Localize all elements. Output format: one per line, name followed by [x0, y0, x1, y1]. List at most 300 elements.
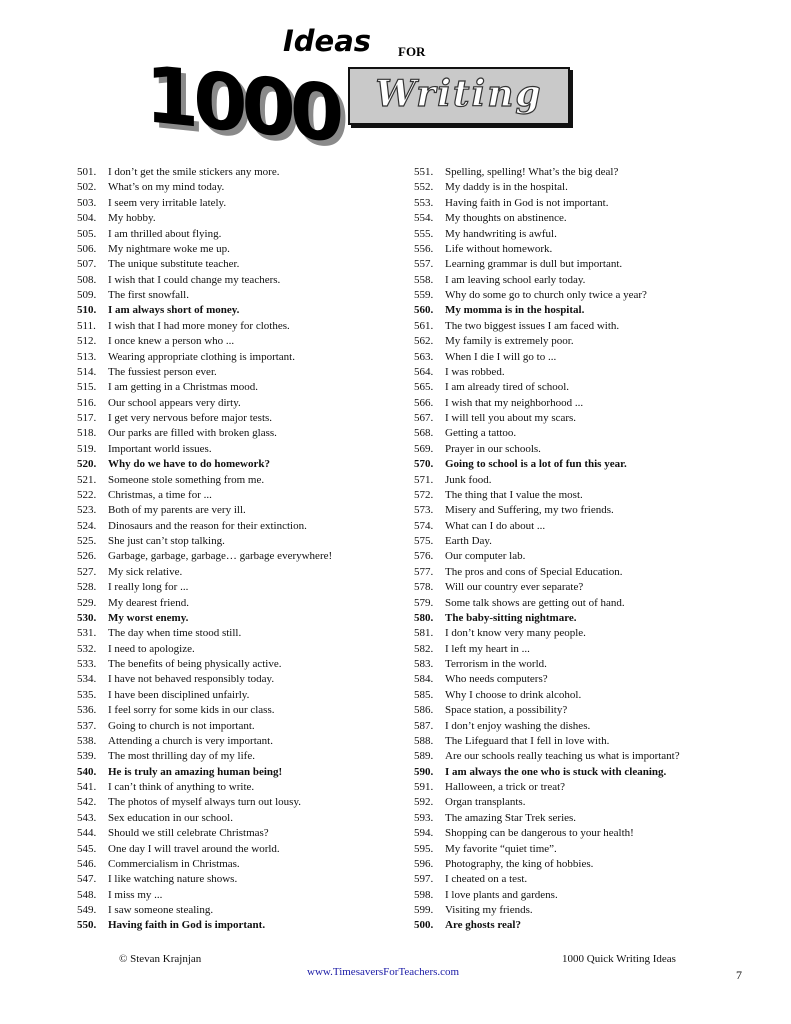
list-item [414, 857, 714, 872]
item-text: Misery and Suffering, my two friends. [445, 504, 614, 517]
item-text: I was robbed. [445, 365, 505, 378]
list-item [77, 888, 407, 903]
item-number: 582. [414, 642, 434, 655]
item-number: 526. [77, 550, 97, 563]
item-number: 540. [77, 765, 97, 778]
item-number: 503. [77, 196, 97, 209]
item-text: When I die I will go to ... [445, 350, 557, 363]
list-item [414, 703, 714, 718]
item-number: 529. [77, 596, 97, 609]
item-text: I like watching nature shows. [108, 873, 238, 886]
item-text: Should we still celebrate Christmas? [108, 827, 269, 840]
copyright-text: © Stevan Krajnjan [119, 953, 202, 965]
item-number: 519. [77, 442, 97, 455]
item-number: 550. [77, 919, 97, 932]
item-number: 569. [414, 442, 434, 455]
item-text: I am already tired of school. [445, 381, 570, 394]
list-item [414, 765, 714, 780]
item-text: I am getting in a Christmas mood. [108, 381, 259, 394]
item-text: I wish that my neighborhood ... [445, 396, 584, 409]
item-number: 510. [77, 304, 97, 317]
list-item [414, 350, 714, 365]
item-text: Dinosaurs and the reason for their extinction. [108, 519, 307, 532]
item-number: 573. [414, 504, 434, 517]
list-item [414, 457, 714, 472]
list-item [414, 596, 714, 611]
list-item [77, 473, 407, 488]
item-text: I need to apologize. [108, 642, 195, 655]
list-item [77, 165, 407, 180]
item-number: 591. [414, 781, 434, 793]
item-text: Will our country ever separate? [445, 581, 584, 594]
item-text: Our computer lab. [445, 550, 526, 563]
item-number: 528. [77, 581, 97, 594]
list-item [77, 227, 407, 242]
item-number: 599. [414, 904, 434, 916]
item-text: The unique substitute teacher. [108, 258, 240, 271]
item-text: My handwriting is awful. [445, 227, 557, 240]
list-item [414, 549, 714, 564]
item-number: 578. [414, 581, 434, 594]
item-number: 533. [77, 658, 97, 670]
page-header [0, 0, 791, 160]
item-number: 594. [414, 827, 434, 840]
item-number: 502. [77, 181, 97, 194]
item-text: My thoughts on abstinence. [445, 212, 567, 225]
list-item [77, 288, 407, 303]
list-item [77, 903, 407, 918]
list-item [77, 442, 407, 457]
item-text: I have not behaved responsibly today. [108, 673, 275, 686]
list-item [414, 719, 714, 734]
list-item [77, 872, 407, 887]
item-text: The pros and cons of Special Education. [445, 565, 623, 578]
item-number: 520. [77, 458, 97, 471]
list-item [77, 918, 407, 933]
list-item [77, 242, 407, 257]
item-text: The Lifeguard that I fell in love with. [445, 734, 610, 747]
item-number: 576. [414, 550, 434, 563]
item-text: My sick relative. [108, 565, 183, 578]
item-number: 567. [414, 412, 434, 424]
list-item [414, 826, 714, 841]
item-text: Prayer in our schools. [445, 442, 541, 455]
item-text: I don’t get the smile stickers any more. [108, 166, 280, 178]
item-text: My daddy is in the hospital. [445, 181, 568, 194]
item-number: 505. [77, 227, 97, 240]
list-item [414, 211, 714, 226]
item-number: 523. [77, 504, 97, 517]
list-item [77, 534, 407, 549]
item-text: Commercialism in Christmas. [108, 857, 240, 870]
item-number: 564. [414, 365, 434, 378]
item-number: 542. [77, 796, 97, 809]
item-text: I am always short of money. [108, 304, 240, 317]
list-item [77, 842, 407, 857]
list-item [414, 580, 714, 595]
list-item [77, 749, 407, 764]
ideas-logo-text: Ideas [283, 24, 372, 58]
list-item [414, 303, 714, 318]
item-number: 570. [414, 458, 434, 471]
item-number: 575. [414, 535, 434, 547]
item-number: 518. [77, 427, 97, 440]
list-item [414, 334, 714, 349]
item-number: 557. [414, 258, 434, 271]
list-item [77, 350, 407, 365]
list-item [414, 842, 714, 857]
item-text: Going to church is not important. [108, 719, 255, 732]
item-number: 584. [414, 673, 434, 686]
item-number: 583. [414, 658, 434, 670]
item-text: I am always the one who is stuck with cleaning. [445, 765, 667, 778]
item-number: 577. [414, 565, 434, 578]
item-text: Having faith in God is important. [108, 919, 266, 932]
list-item [414, 180, 714, 195]
list-item [77, 672, 407, 687]
item-number: 515. [77, 381, 97, 394]
item-number: 521. [77, 473, 97, 486]
item-number: 536. [77, 704, 97, 717]
item-text: Space station, a possibility? [445, 704, 568, 717]
list-item [414, 734, 714, 749]
list-item [77, 611, 407, 626]
item-number: 597. [414, 873, 434, 886]
item-text: I saw someone stealing. [108, 904, 214, 916]
list-item [414, 503, 714, 518]
item-number: 537. [77, 719, 97, 732]
list-item [414, 688, 714, 703]
item-text: My family is extremely poor. [445, 335, 574, 348]
list-item [414, 611, 714, 626]
item-text: I really long for ... [108, 581, 189, 594]
item-number: 535. [77, 688, 97, 701]
list-item [77, 857, 407, 872]
item-text: My favorite “quiet time”. [445, 842, 557, 855]
item-text: One day I will travel around the world. [108, 842, 280, 855]
item-text: The day when time stood still. [108, 627, 242, 640]
item-text: Our parks are filled with broken glass. [108, 427, 277, 440]
item-text: I don’t enjoy washing the dishes. [445, 719, 591, 732]
item-text: Earth Day. [445, 535, 492, 547]
for-logo-text: FOR [398, 44, 426, 59]
item-text: What’s on my mind today. [108, 181, 225, 194]
list-item [77, 580, 407, 595]
item-text: I can’t think of anything to write. [108, 781, 255, 793]
list-item [77, 257, 407, 272]
item-text: I love plants and gardens. [445, 888, 558, 901]
list-item [77, 626, 407, 641]
item-number: 506. [77, 242, 97, 255]
list-item [414, 657, 714, 672]
list-item [77, 688, 407, 703]
item-text: I don’t know very many people. [445, 627, 586, 640]
item-number: 532. [77, 642, 97, 655]
item-number: 543. [77, 811, 97, 824]
list-item [414, 888, 714, 903]
item-number: 551. [414, 166, 434, 178]
item-number: 525. [77, 535, 97, 547]
list-item [414, 903, 714, 918]
item-text: Why I choose to drink alcohol. [445, 688, 582, 701]
item-number: 548. [77, 888, 97, 901]
item-number: 552. [414, 181, 434, 194]
list-item [414, 488, 714, 503]
item-number: 512. [77, 335, 97, 348]
list-item [414, 273, 714, 288]
item-text: The first snowfall. [108, 289, 189, 301]
page-number: 7 [736, 968, 742, 982]
list-item [414, 426, 714, 441]
item-text: My worst enemy. [108, 611, 189, 624]
list-item [77, 457, 407, 472]
list-item [414, 534, 714, 549]
item-text: My nightmare woke me up. [108, 242, 230, 255]
list-item [77, 703, 407, 718]
item-number: 549. [77, 904, 97, 916]
item-number: 546. [77, 857, 97, 870]
item-number: 588. [414, 734, 434, 747]
thousand-logo-text: 1000 [145, 50, 339, 161]
item-text: Junk food. [445, 473, 492, 486]
item-number: 507. [77, 258, 97, 271]
list-item [77, 519, 407, 534]
item-number: 504. [77, 212, 97, 225]
item-number: 501. [77, 166, 97, 178]
item-number: 524. [77, 519, 97, 532]
item-text: I feel sorry for some kids in our class. [108, 704, 275, 717]
item-text: My momma is in the hospital. [445, 304, 585, 317]
item-number: 516. [77, 396, 97, 409]
item-number: 509. [77, 289, 97, 301]
list-item [77, 811, 407, 826]
list-item [77, 365, 407, 380]
list-item [77, 780, 407, 795]
list-item [77, 549, 407, 564]
item-text: Some talk shows are getting out of hand. [445, 596, 625, 609]
ideas-list-left [77, 165, 407, 934]
list-item [77, 642, 407, 657]
list-item [414, 795, 714, 810]
item-text: The baby-sitting nightmare. [445, 611, 577, 624]
item-number: 544. [77, 827, 97, 840]
item-text: Garbage, garbage, garbage… garbage everywhere! [108, 550, 333, 563]
item-text: I am leaving school early today. [445, 273, 586, 286]
footer-book-title: 1000 Quick Writing Ideas [562, 953, 676, 965]
item-number: 527. [77, 565, 97, 578]
item-number: 534. [77, 673, 97, 686]
item-text: I miss my ... [108, 888, 163, 901]
item-text: I wish that I could change my teachers. [108, 273, 281, 286]
item-number: 595. [414, 842, 434, 855]
item-text: Both of my parents are very ill. [108, 504, 246, 517]
list-item [77, 396, 407, 411]
list-item [77, 765, 407, 780]
item-text: I wish that I had more money for clothes. [108, 319, 290, 332]
item-number: 566. [414, 396, 434, 409]
list-item [414, 380, 714, 395]
item-text: Spelling, spelling! What’s the big deal? [445, 166, 619, 178]
list-item [414, 227, 714, 242]
item-text: Going to school is a lot of fun this year. [445, 458, 627, 471]
item-text: She just can’t stop talking. [108, 535, 225, 547]
item-number: 555. [414, 227, 434, 240]
item-number: 530. [77, 611, 97, 624]
list-item [414, 442, 714, 457]
list-item [77, 657, 407, 672]
list-item [414, 196, 714, 211]
list-item [414, 780, 714, 795]
list-item [414, 642, 714, 657]
item-number: 547. [77, 873, 97, 886]
list-item [77, 196, 407, 211]
list-item [77, 795, 407, 810]
list-item [414, 473, 714, 488]
item-text: The thing that I value the most. [445, 488, 583, 501]
item-text: The two biggest issues I am faced with. [445, 319, 620, 332]
item-text: I have been disciplined unfairly. [108, 688, 250, 701]
item-number: 513. [77, 350, 97, 363]
item-number: 580. [414, 611, 434, 624]
list-item [414, 519, 714, 534]
item-number: 586. [414, 704, 434, 717]
list-item [77, 565, 407, 580]
item-number: 545. [77, 842, 97, 855]
item-number: 522. [77, 488, 97, 501]
list-item [414, 811, 714, 826]
item-text: Sex education in our school. [108, 811, 233, 824]
item-text: He is truly an amazing human being! [108, 765, 283, 778]
list-item [414, 396, 714, 411]
list-item [77, 826, 407, 841]
item-number: 565. [414, 381, 434, 394]
list-item [414, 672, 714, 687]
list-item [77, 380, 407, 395]
item-number: 531. [77, 627, 97, 640]
list-item [77, 426, 407, 441]
item-text: Are our schools really teaching us what is important? [445, 750, 680, 763]
item-text: Terrorism in the world. [445, 658, 547, 670]
item-text: I seem very irritable lately. [108, 196, 227, 209]
list-item [77, 503, 407, 518]
writing-logo-box [348, 67, 570, 125]
item-text: I once knew a person who ... [108, 335, 235, 348]
item-text: The benefits of being physically active. [108, 658, 282, 670]
item-number: 559. [414, 289, 434, 301]
item-text: My dearest friend. [108, 596, 189, 609]
item-number: 589. [414, 750, 434, 763]
writing-logo-text: Writing [375, 73, 543, 115]
item-number: 539. [77, 750, 97, 763]
item-number: 558. [414, 273, 434, 286]
item-text: Wearing appropriate clothing is important. [108, 350, 295, 363]
item-number: 541. [77, 781, 97, 793]
list-item [77, 734, 407, 749]
list-item [414, 165, 714, 180]
item-number: 517. [77, 412, 97, 424]
item-text: Shopping can be dangerous to your health! [445, 827, 634, 840]
list-item [414, 319, 714, 334]
item-text: The most thrilling day of my life. [108, 750, 255, 763]
item-text: I left my heart in ... [445, 642, 530, 655]
item-number: 592. [414, 796, 434, 809]
item-number: 574. [414, 519, 434, 532]
item-text: Christmas, a time for ... [108, 488, 212, 501]
item-number: 508. [77, 273, 97, 286]
list-item [77, 273, 407, 288]
list-item [414, 872, 714, 887]
item-text: Halloween, a trick or treat? [445, 781, 566, 793]
item-text: Our school appears very dirty. [108, 396, 241, 409]
list-item [77, 211, 407, 226]
item-number: 500. [414, 919, 434, 932]
list-item [77, 334, 407, 349]
item-text: Are ghosts real? [445, 919, 521, 932]
item-number: 556. [414, 242, 434, 255]
list-item [414, 411, 714, 426]
item-text: The amazing Star Trek series. [445, 811, 577, 824]
item-number: 585. [414, 688, 434, 701]
item-number: 596. [414, 857, 434, 870]
footer-website-link[interactable]: www.TimesaversForTeachers.com [307, 966, 460, 978]
item-number: 553. [414, 196, 434, 209]
list-item [77, 411, 407, 426]
item-text: I cheated on a test. [445, 873, 528, 886]
list-item [414, 242, 714, 257]
item-text: I am thrilled about flying. [108, 227, 222, 240]
item-text: Why do some go to church only twice a year? [445, 289, 647, 301]
ideas-list-right [414, 165, 714, 934]
item-text: Organ transplants. [445, 796, 526, 809]
item-text: I get very nervous before major tests. [108, 412, 273, 424]
item-text: Who needs computers? [445, 673, 548, 686]
list-item [414, 288, 714, 303]
item-text: The fussiest person ever. [108, 365, 217, 378]
item-text: What can I do about ... [445, 519, 546, 532]
item-number: 554. [414, 212, 434, 225]
list-item [77, 488, 407, 503]
list-item [414, 749, 714, 764]
list-item [414, 626, 714, 641]
item-number: 514. [77, 365, 97, 378]
item-number: 572. [414, 488, 434, 501]
item-text: The photos of myself always turn out lousy. [108, 796, 301, 809]
item-number: 590. [414, 765, 434, 778]
list-item [77, 319, 407, 334]
item-text: My hobby. [108, 212, 156, 225]
item-number: 562. [414, 335, 434, 348]
item-number: 561. [414, 319, 434, 332]
item-number: 593. [414, 811, 434, 824]
list-item [414, 257, 714, 272]
item-number: 511. [77, 319, 96, 332]
list-item [77, 719, 407, 734]
item-text: Getting a tattoo. [445, 427, 517, 440]
list-item [414, 365, 714, 380]
item-text: Learning grammar is dull but important. [445, 258, 623, 271]
item-text: Someone stole something from me. [108, 473, 265, 486]
list-item [77, 596, 407, 611]
list-item [77, 180, 407, 195]
item-number: 568. [414, 427, 434, 440]
list-item [414, 565, 714, 580]
item-number: 581. [414, 627, 434, 640]
list-item [414, 918, 714, 933]
item-number: 560. [414, 304, 434, 317]
item-text: Photography, the king of hobbies. [445, 857, 594, 870]
item-number: 571. [414, 473, 434, 486]
item-number: 598. [414, 888, 434, 901]
